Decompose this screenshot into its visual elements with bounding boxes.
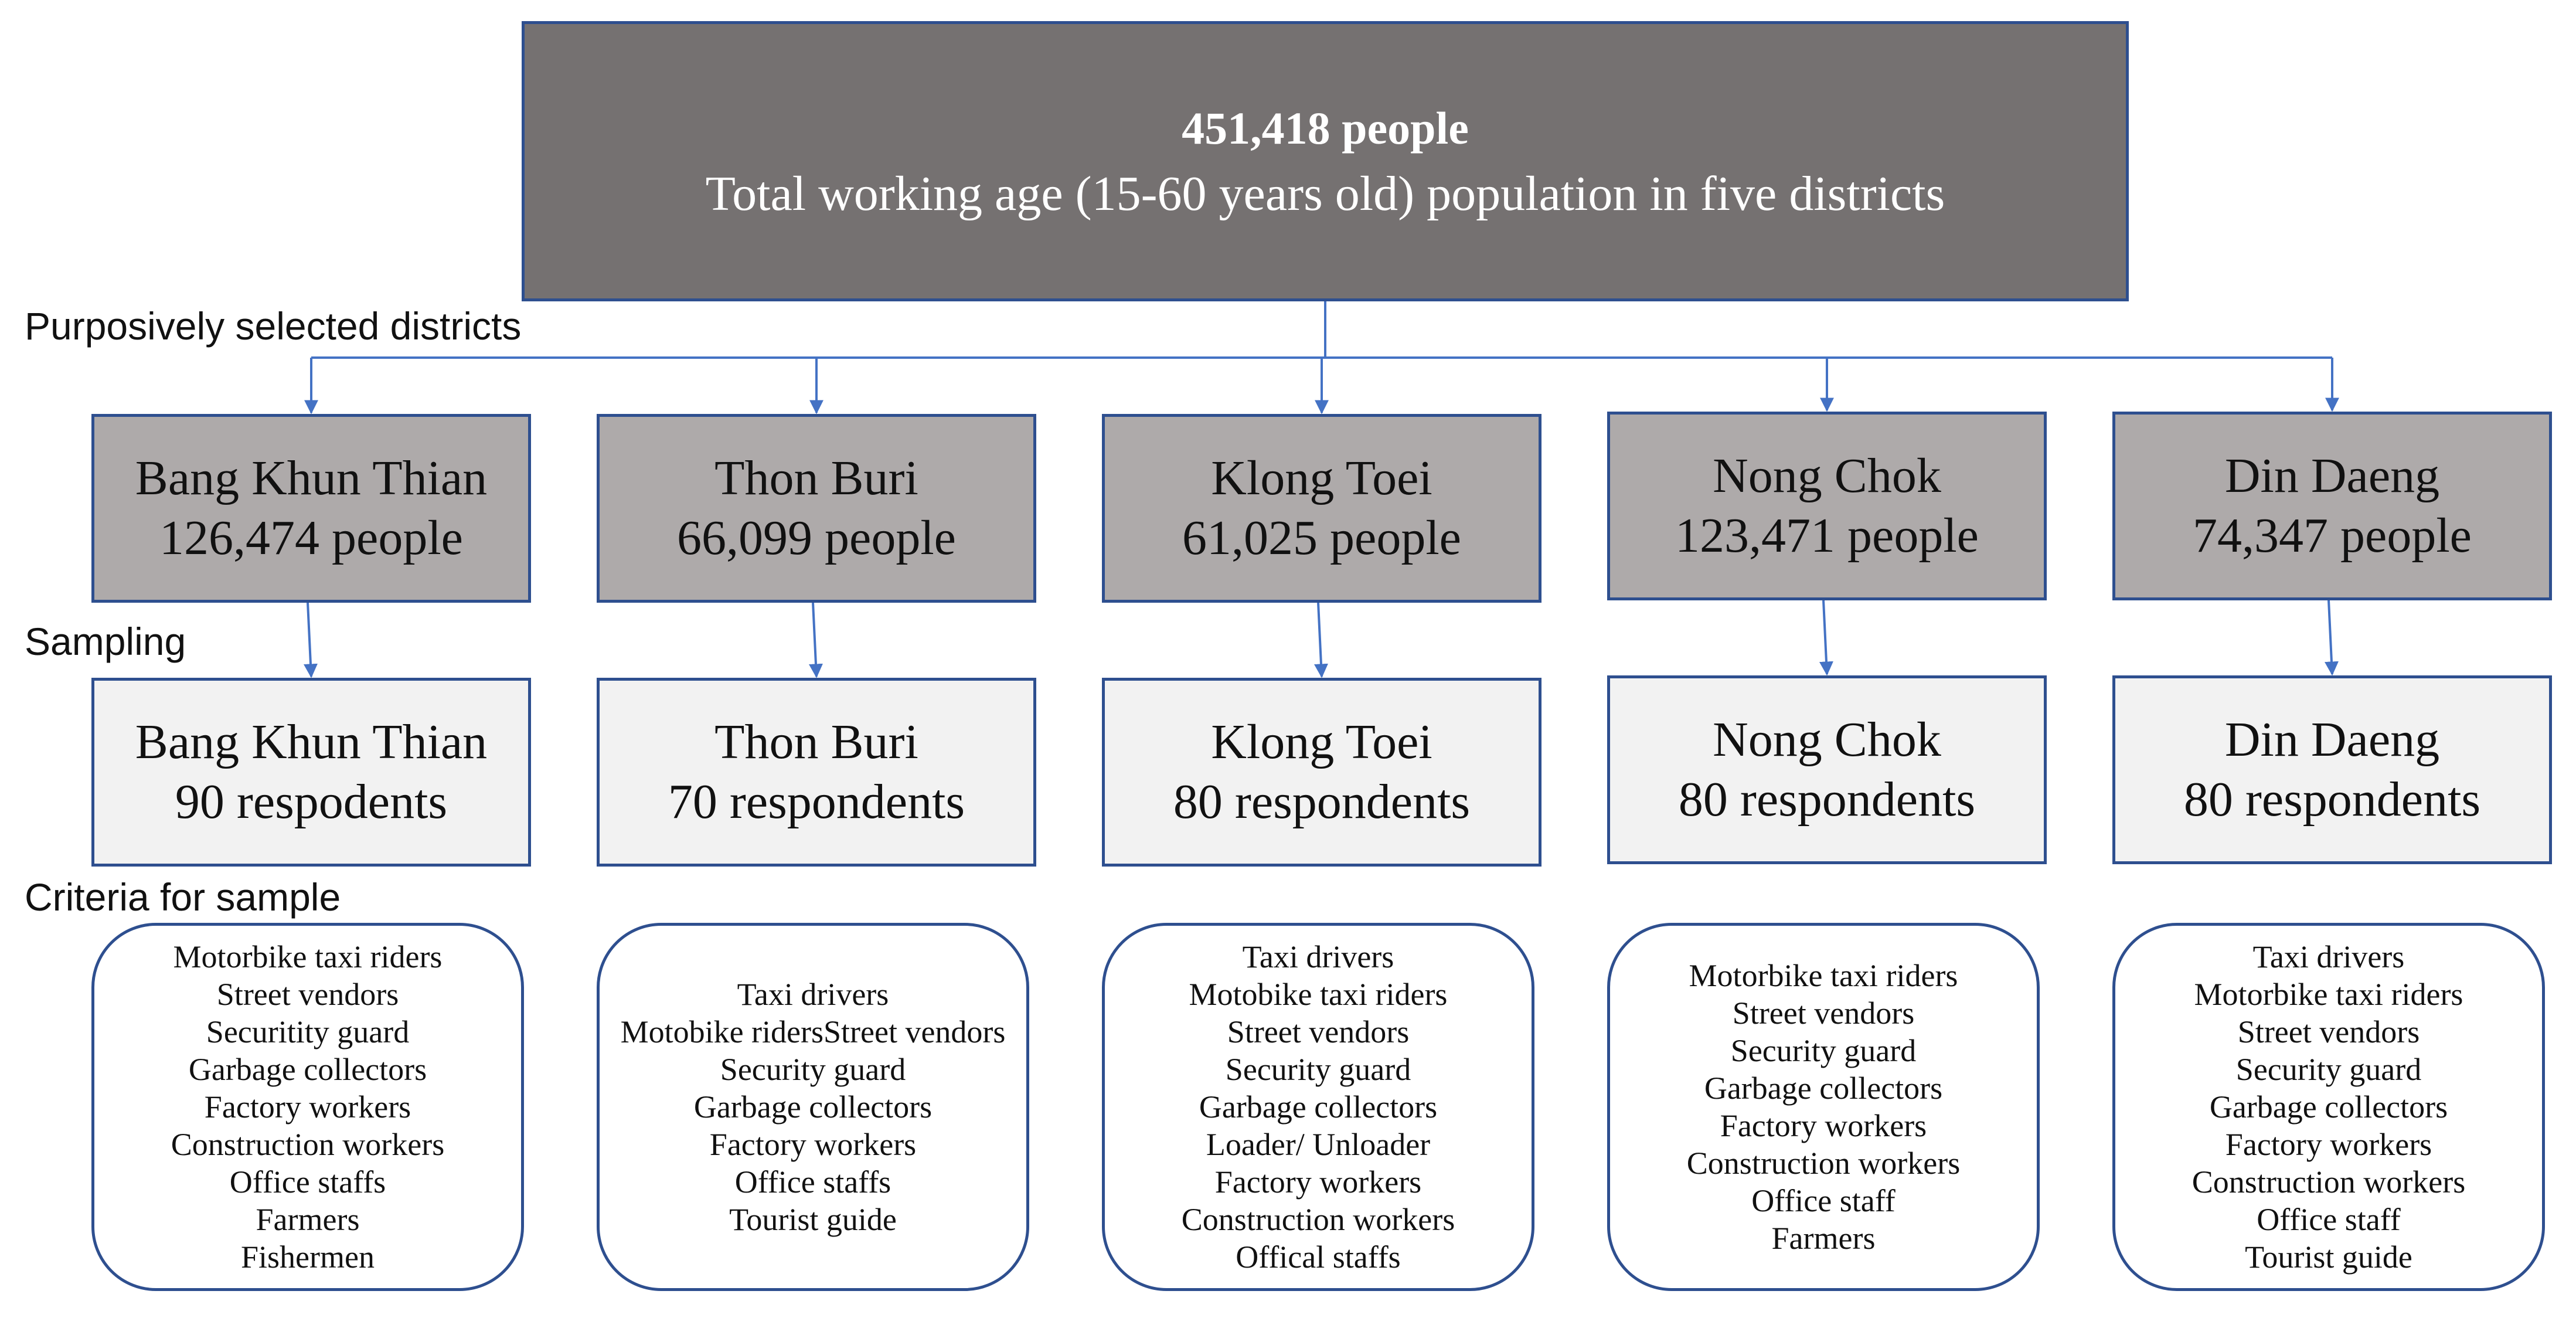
sample-box bbox=[1607, 675, 2047, 864]
sample-box bbox=[1102, 678, 1541, 867]
district-box bbox=[1102, 414, 1541, 603]
criteria-item: Street vendors bbox=[1732, 996, 1915, 1031]
sample-respondents: 70 respondents bbox=[668, 775, 965, 829]
criteria-item: Tourist guide bbox=[729, 1202, 897, 1237]
district-population: 74,347 people bbox=[2193, 508, 2472, 563]
criteria-item: Construction workers bbox=[1686, 1146, 1961, 1181]
district-name: Thon Buri bbox=[714, 451, 918, 505]
criteria-item: Garbage collectors bbox=[188, 1052, 427, 1087]
district-population: 126,474 people bbox=[159, 511, 463, 565]
criteria-item: Factory workers bbox=[1720, 1108, 1927, 1143]
sample-district-name: Klong Toei bbox=[1211, 715, 1432, 769]
sample-respondents: 80 respondents bbox=[1173, 775, 1471, 829]
criteria-item: Office staff bbox=[2257, 1202, 2401, 1237]
sample-district-name: Din Daeng bbox=[2224, 712, 2440, 767]
sample-district-name: Nong Chok bbox=[1713, 712, 1941, 767]
sample-respondents: 80 respondents bbox=[2183, 772, 2481, 827]
label-sampling: Sampling bbox=[25, 620, 186, 663]
sample-box bbox=[597, 678, 1036, 867]
district-box bbox=[91, 414, 531, 603]
criteria-item: Construction workers bbox=[1181, 1202, 1455, 1237]
criteria-item: Motorbike taxi riders bbox=[1689, 958, 1958, 993]
sample-arrow bbox=[1823, 600, 1827, 674]
criteria-item: Motorbike taxi riders bbox=[2194, 977, 2463, 1012]
criteria-item: Garbage collectors bbox=[2209, 1089, 2448, 1125]
criteria-item: Factory workers bbox=[709, 1127, 917, 1162]
criteria-item: Farmers bbox=[1771, 1221, 1876, 1256]
criteria-item: Security guard bbox=[2235, 1052, 2422, 1087]
criteria-item: Garbage collectors bbox=[1704, 1071, 1943, 1106]
criteria-item: Tourist guide bbox=[2245, 1239, 2412, 1275]
total-population-description: Total working age (15-60 years old) population in five districts bbox=[705, 167, 1945, 221]
criteria-item: Garbage collectors bbox=[693, 1089, 933, 1125]
criteria-item: Securitity guard bbox=[206, 1014, 410, 1049]
criteria-item: Security guard bbox=[720, 1052, 906, 1087]
total-population-count: 451,418 people bbox=[1182, 103, 1469, 154]
criteria-item: Taxi drivers bbox=[2252, 939, 2405, 974]
criteria-item: Taxi drivers bbox=[1242, 939, 1394, 974]
criteria-item: Security guard bbox=[1225, 1052, 1411, 1087]
criteria-item: Motorbike taxi riders bbox=[173, 939, 443, 974]
criteria-item: Garbage collectors bbox=[1199, 1089, 1438, 1125]
district-box bbox=[2112, 412, 2552, 600]
district-population: 61,025 people bbox=[1182, 511, 1461, 565]
district-box bbox=[1607, 412, 2047, 600]
sample-arrow bbox=[1318, 603, 1322, 677]
district-name: Bang Khun Thian bbox=[135, 451, 488, 505]
sample-respondents: 90 respodents bbox=[175, 775, 448, 829]
criteria-item: Factory workers bbox=[1214, 1164, 1422, 1200]
sample-district-name: Thon Buri bbox=[714, 715, 918, 769]
criteria-item: Taxi drivers bbox=[737, 977, 889, 1012]
district-population: 66,099 people bbox=[677, 511, 956, 565]
criteria-item: Loader/ Unloader bbox=[1206, 1127, 1431, 1162]
criteria-box bbox=[1102, 923, 1534, 1291]
criteria-item: Factory workers bbox=[2225, 1127, 2432, 1162]
total-population-box bbox=[522, 21, 2129, 301]
criteria-item: Office staffs bbox=[734, 1164, 891, 1200]
sample-arrow bbox=[2329, 600, 2332, 674]
criteria-item: Farmers bbox=[256, 1202, 360, 1237]
criteria-box bbox=[1607, 923, 2040, 1291]
criteria-item: Motobike taxi riders bbox=[1189, 977, 1448, 1012]
criteria-box bbox=[91, 923, 524, 1291]
sample-box bbox=[91, 678, 531, 867]
criteria-item: Street vendors bbox=[2237, 1014, 2420, 1049]
sample-respondents: 80 respondents bbox=[1678, 772, 1976, 827]
criteria-item: Street vendors bbox=[216, 977, 399, 1012]
criteria-item: Offical staffs bbox=[1236, 1239, 1401, 1275]
sample-arrow bbox=[813, 603, 816, 677]
sample-box bbox=[2112, 675, 2552, 864]
district-population: 123,471 people bbox=[1675, 508, 1979, 563]
criteria-item: Fishermen bbox=[241, 1239, 375, 1275]
district-name: Klong Toei bbox=[1211, 451, 1432, 505]
criteria-item: Office staff bbox=[1751, 1183, 1896, 1218]
criteria-item: Construction workers bbox=[171, 1127, 445, 1162]
criteria-item: Motobike ridersStreet vendors bbox=[620, 1014, 1006, 1049]
label-districts: Purposively selected districts bbox=[25, 304, 522, 348]
district-box bbox=[597, 414, 1036, 603]
criteria-item: Construction workers bbox=[2192, 1164, 2466, 1200]
district-name: Din Daeng bbox=[2224, 449, 2440, 503]
criteria-box bbox=[2112, 923, 2545, 1291]
district-name: Nong Chok bbox=[1713, 449, 1941, 503]
sample-district-name: Bang Khun Thian bbox=[135, 715, 488, 769]
criteria-item: Security guard bbox=[1730, 1033, 1917, 1068]
criteria-item: Street vendors bbox=[1227, 1014, 1410, 1049]
label-criteria: Criteria for sample bbox=[25, 875, 341, 919]
criteria-box bbox=[597, 923, 1029, 1291]
criteria-item: Office staffs bbox=[229, 1164, 386, 1200]
sample-arrow bbox=[308, 603, 311, 677]
criteria-item: Factory workers bbox=[204, 1089, 411, 1125]
